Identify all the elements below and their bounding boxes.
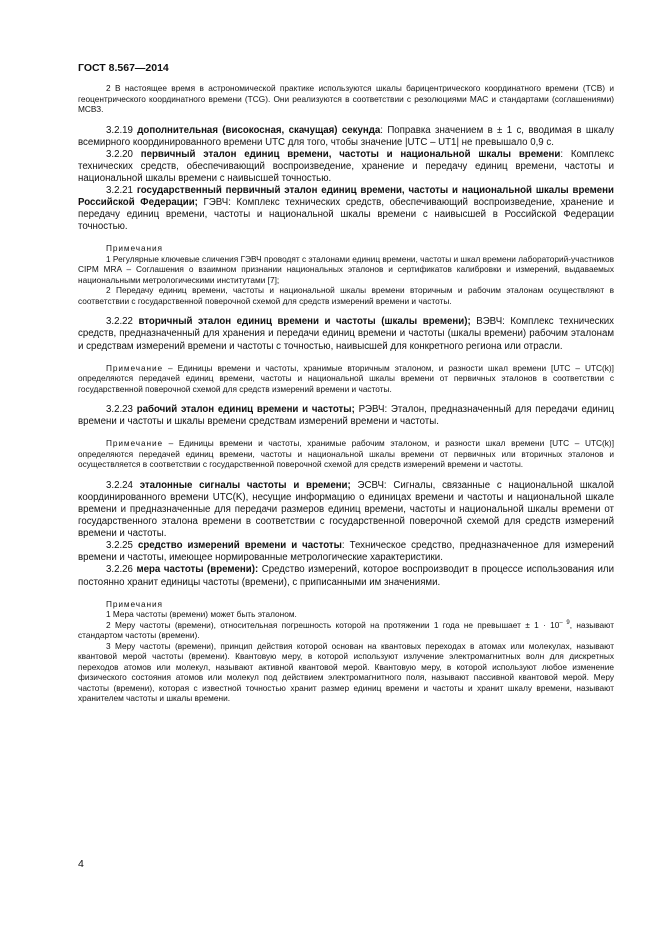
page-number: 4 bbox=[78, 858, 84, 870]
term-number: 3.2.26 bbox=[106, 564, 133, 576]
term-3-2-22 bbox=[78, 316, 614, 352]
note-item: 1 Регулярные ключевые сличения ГЭВЧ проводят с эталонами единиц времени, частоты и шкал времени лабораторий-участников CIPM MRA – Соглашения о взаимном признании национальных эталонов и сертификатов калибровки и измерений, выдаваемых национальными метрологическими институтами [7]; bbox=[78, 253, 614, 285]
note-label: Примечание bbox=[106, 438, 164, 449]
note-label: Примечание bbox=[106, 362, 164, 373]
term-title: вторичный эталон единиц времени и частоты (шкалы времени); bbox=[138, 316, 471, 328]
note-text: , называют стандартом частоты (времени). bbox=[78, 619, 615, 641]
term-number: 3.2.21 bbox=[106, 184, 133, 196]
term-3-2-23 bbox=[78, 404, 614, 428]
term-3-2-26 bbox=[78, 564, 614, 588]
note-text: – Единицы времени и частоты, хранимые рабочим эталоном, и разности шкал времени [UTC – UTC(k)] определяются передачей единиц времени, частоты и национальной шкалы времени от первичных или вторичных эталонов и осуществляется в соответствии с государственной поверочной схемой для средств измерений времени и частоты. bbox=[78, 438, 614, 470]
term-3-2-19 bbox=[78, 125, 614, 149]
note-item bbox=[78, 620, 614, 641]
note-item: 1 Мера частоты (времени) может быть эталоном. bbox=[106, 609, 297, 620]
note-text: – Единицы времени и частоты, хранимые вторичным эталоном, и разности шкал времени [UTC – UTC(k)] определяются передачей единиц времени, частоты и национальной шкалы времени от первичных эталонов в соответствии с государственной поверочной схемой для средств измерений времени и частоты. bbox=[78, 362, 614, 394]
term-definition: ЭСВЧ: Сигналы, связанные с национальной шкалой координированного времени UTC(K), несущие информацию о единицах времени и частоты и национальной шкале времени и предназначенные для передачи размеров единиц времени, частоты и национальной шкалы времени от государственного эталона времени в соответствии с государственной поверочной схемой для средств измерений времени и частоты. bbox=[78, 479, 615, 540]
note-single bbox=[78, 363, 614, 395]
term-number: 3.2.22 bbox=[106, 316, 133, 328]
notes-title: Примечания bbox=[106, 598, 163, 609]
note-single bbox=[78, 438, 614, 470]
note-item: 2 Передачу единиц времени, частоты и национальной шкалы времени вторичным и рабочим эталонам осуществляют в соответствии с государственной поверочной схемой для средств измерений времени и частоты. bbox=[78, 285, 614, 306]
document-header: ГОСТ 8.567—2014 bbox=[78, 62, 169, 74]
term-title: первичный эталон единиц времени, частоты и национальной шкалы времени bbox=[140, 148, 561, 160]
term-3-2-25 bbox=[78, 540, 614, 564]
document-body bbox=[78, 83, 614, 704]
term-title: эталонные сигналы частоты и времени; bbox=[139, 479, 351, 491]
term-definition: ВЭВЧ: Комплекс технических средств, предназначенный для хранения и передачи единиц времени и частоты (шкалы времени) рабочим эталонам и средствам измерений времени и частоты с точностью, наивысшей для конкретного региона или отрасли. bbox=[78, 316, 614, 352]
notes-title: Примечания bbox=[106, 243, 163, 254]
term-title: средство измерений времени и частоты bbox=[137, 540, 342, 552]
term-definition: Средство измерений, которое воспроизводит в процессе использования или постоянно хранит единицы частоты (времени), с приписанными им значениями. bbox=[78, 564, 615, 588]
term-title: мера частоты (времени): bbox=[136, 564, 259, 576]
term-definition: : Поправка значением в ± 1 с, вводимая в шкалу всемирного координированного времени UTC для того, чтобы значение |UTC – UT1| не превышало 0,9 с. bbox=[78, 124, 614, 148]
term-number: 3.2.23 bbox=[106, 404, 133, 416]
term-definition: РЭВЧ: Эталон, предназначенный для передачи единиц времени и частоты и шкалы времени средствам измерений времени и частоты. bbox=[78, 404, 614, 428]
term-definition: ГЭВЧ: Комплекс технических средств, обеспечивающий воспроизведение, хранение и передачу единиц времени, частоты и национальной шкалы времени с наивысшей в Российской Федерации точностью. bbox=[78, 197, 614, 233]
term-3-2-24 bbox=[78, 480, 614, 540]
term-number: 3.2.20 bbox=[106, 148, 133, 160]
note-text: 2 Меру частоты (времени), относительная погрешность которой на протяжении 1 года не превышает ± 1 · 10 bbox=[106, 619, 560, 630]
term-definition: : Комплекс технических средств, обеспечивающий воспроизведение, хранение и передачу единиц времени, частоты и национальной шкалы времени с наивысшей точностью. bbox=[78, 148, 614, 184]
intro-note: 2 В настоящее время в астрономической практике используются шкалы барицентрического координатного времени (TCB) и геоцентрического координатного времени (TCG). Они реализуются в соответствии с резолюциями МАС и стандартами (соглашениями) МСВЗ. bbox=[78, 83, 614, 114]
term-3-2-20 bbox=[78, 149, 614, 185]
term-title: рабочий эталон единиц времени и частоты; bbox=[136, 404, 355, 416]
term-number: 3.2.25 bbox=[106, 540, 133, 552]
exponent: – 9 bbox=[559, 619, 570, 626]
term-title: государственный первичный эталон единиц времени, частоты и национальной шкалы времени Российской Федерации; bbox=[78, 184, 614, 209]
term-number: 3.2.24 bbox=[106, 479, 133, 491]
term-title: дополнительная (високосная, скачущая) секунда bbox=[137, 124, 381, 136]
term-definition: : Техническое средство, предназначенное для измерений времени и частоты, имеющее нормированные метрологические характеристики. bbox=[78, 540, 614, 564]
term-number: 3.2.19 bbox=[106, 124, 133, 136]
term-3-2-21 bbox=[78, 185, 614, 233]
note-item: 3 Меру частоты (времени), принцип действия которой основан на квантовых переходах в атомах или молекулах, называют квантовой мерой частоты (времени). Квантовую меру, в которой используют излучение электромагнитных волн для дискретных переходов атомов или молекул, называют активной квантовой мерой. Квантовую меру, в которой используют любое изменение физического состояния атомов или молекул под действием электромагнитного поля, называют пассивной квантовой мерой. Меру частоты (времени), которая с известной точностью хранит размер единиц времени и частоты и хранит шкалу времени, называют хранителем частоты и шкалы времени. bbox=[78, 640, 614, 704]
